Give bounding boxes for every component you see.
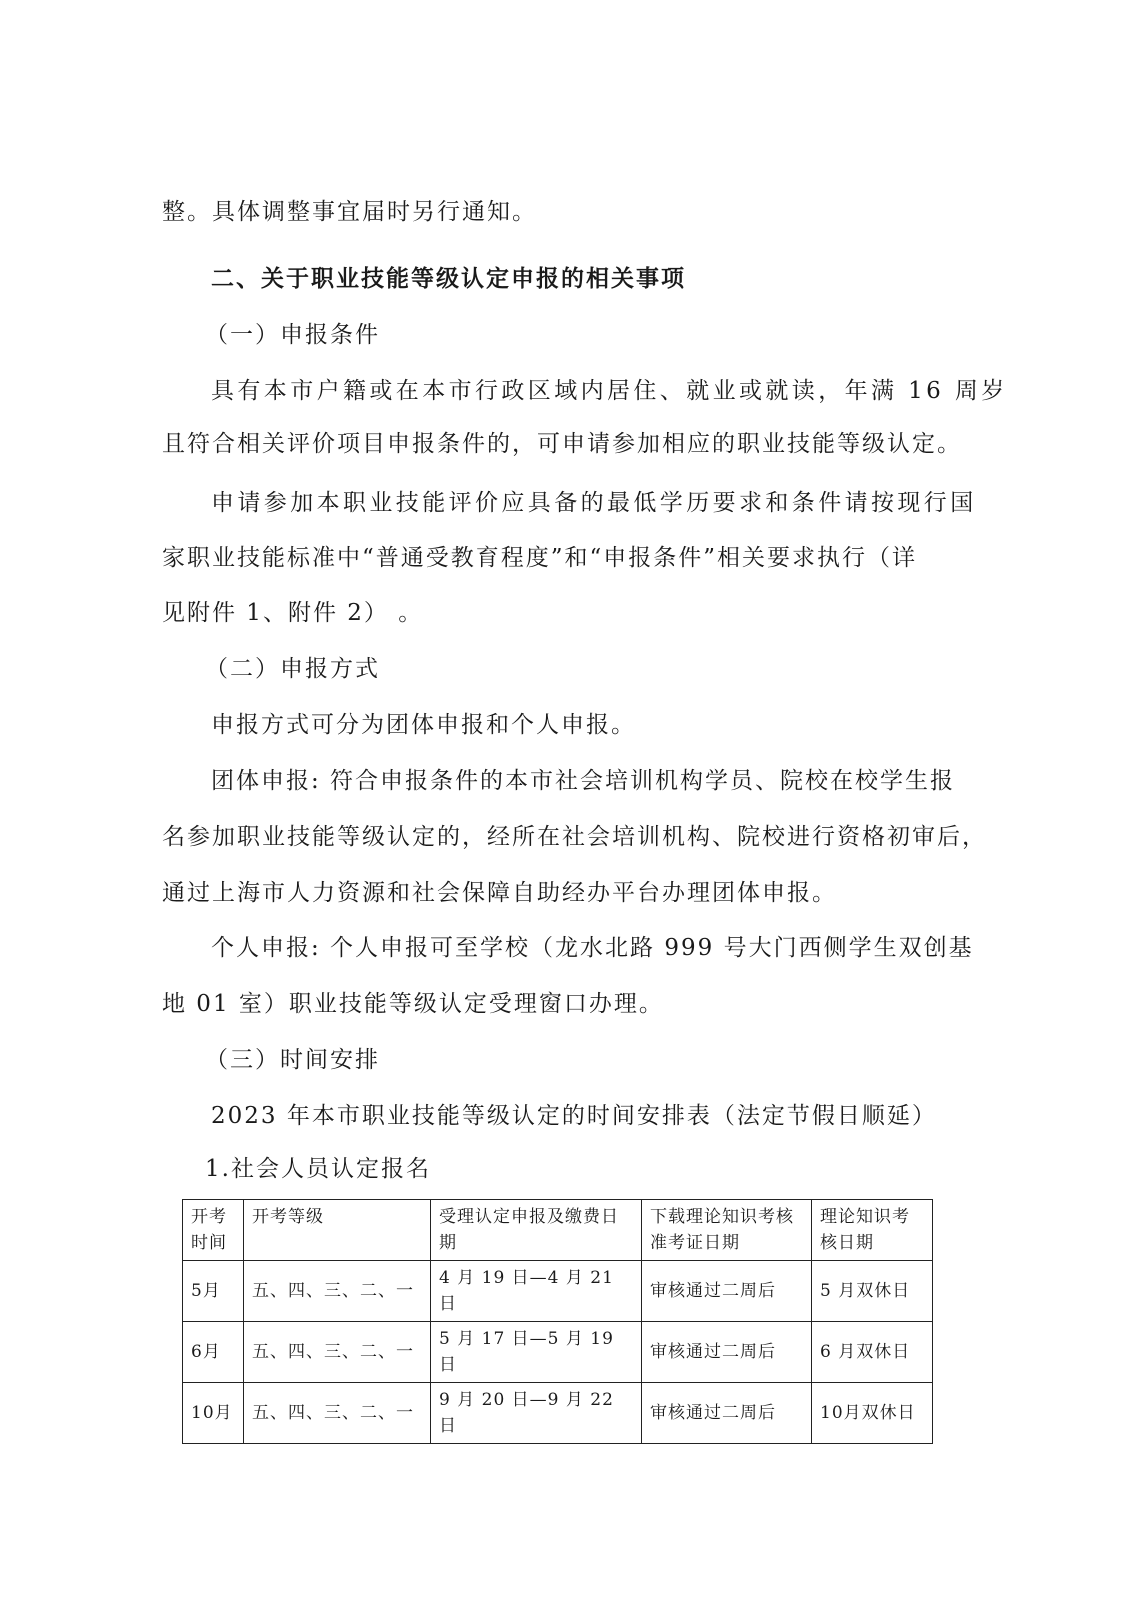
table-cell: 4 月 19 日—4 月 21 日 — [431, 1261, 642, 1322]
table-cell: 6月 — [183, 1322, 244, 1383]
table-cell: 10月 — [183, 1383, 244, 1444]
paragraph-line: 家职业技能标准中“普通受教育程度”和“申报条件”相关要求执行（详 — [162, 545, 918, 571]
header-cell-exam-month: 开考时间 — [183, 1200, 244, 1261]
schedule-table — [182, 1199, 933, 1444]
paragraph-line: 申请参加本职业技能评价应具备的最低学历要求和条件请按现行国 — [211, 490, 977, 516]
table-cell: 6 月双休日 — [812, 1322, 933, 1383]
table-cell: 审核通过二周后 — [642, 1322, 812, 1383]
paragraph-line: 名参加职业技能等级认定的，经所在社会培训机构、院校进行资格初审后， — [162, 824, 987, 850]
paragraph-continuation: 整。具体调整事宜届时另行通知。 — [162, 199, 537, 225]
table-cell: 审核通过二周后 — [642, 1383, 812, 1444]
table-caption: 2023 年本市职业技能等级认定的时间安排表（法定节假日顺延） — [211, 1103, 937, 1129]
table-row — [183, 1383, 933, 1444]
paragraph-line: 地 01 室）职业技能等级认定受理窗口办理。 — [162, 991, 664, 1017]
paragraph-line: 申报方式可分为团体申报和个人申报。 — [211, 712, 636, 738]
table-cell: 10月双休日 — [812, 1383, 933, 1444]
header-cell-application-dates: 受理认定申报及缴费日期 — [431, 1200, 642, 1261]
subsection-heading: （三）时间安排 — [205, 1047, 380, 1073]
subsection-heading: （一）申报条件 — [205, 322, 380, 348]
table-cell: 5月 — [183, 1261, 244, 1322]
header-cell-admission-ticket: 下载理论知识考核准考证日期 — [642, 1200, 812, 1261]
list-heading: 1.社会人员认定报名 — [205, 1156, 431, 1182]
table-row — [183, 1261, 933, 1322]
paragraph-line: 见附件 1、附件 2） 。 — [162, 600, 424, 626]
table-cell: 五、四、三、二、一 — [244, 1261, 431, 1322]
table-row — [183, 1322, 933, 1383]
paragraph-line: 且符合相关评价项目申报条件的，可申请参加相应的职业技能等级认定。 — [162, 431, 962, 457]
table-cell: 五、四、三、二、一 — [244, 1383, 431, 1444]
header-cell-exam-level: 开考等级 — [244, 1200, 431, 1261]
table-cell: 五、四、三、二、一 — [244, 1322, 431, 1383]
paragraph-line: 团体申报: 符合申报条件的本市社会培训机构学员、院校在校学生报 — [211, 768, 956, 794]
table-cell: 9 月 20 日—9 月 22 日 — [431, 1383, 642, 1444]
paragraph-line: 通过上海市人力资源和社会保障自助经办平台办理团体申报。 — [162, 880, 837, 906]
table-cell: 审核通过二周后 — [642, 1261, 812, 1322]
table-header-row — [183, 1200, 933, 1261]
paragraph-line: 具有本市户籍或在本市行政区域内居住、就业或就读，年满 16 周岁 — [211, 378, 1008, 404]
subsection-heading: （二）申报方式 — [205, 656, 380, 682]
paragraph-line: 个人申报: 个人申报可至学校（龙水北路 999 号大门西侧学生双创基 — [211, 935, 974, 961]
header-cell-exam-date: 理论知识考核日期 — [812, 1200, 933, 1261]
table-cell: 5 月 17 日—5 月 19 日 — [431, 1322, 642, 1383]
section-heading: 二、关于职业技能等级认定申报的相关事项 — [211, 266, 686, 292]
table-cell: 5 月双休日 — [812, 1261, 933, 1322]
